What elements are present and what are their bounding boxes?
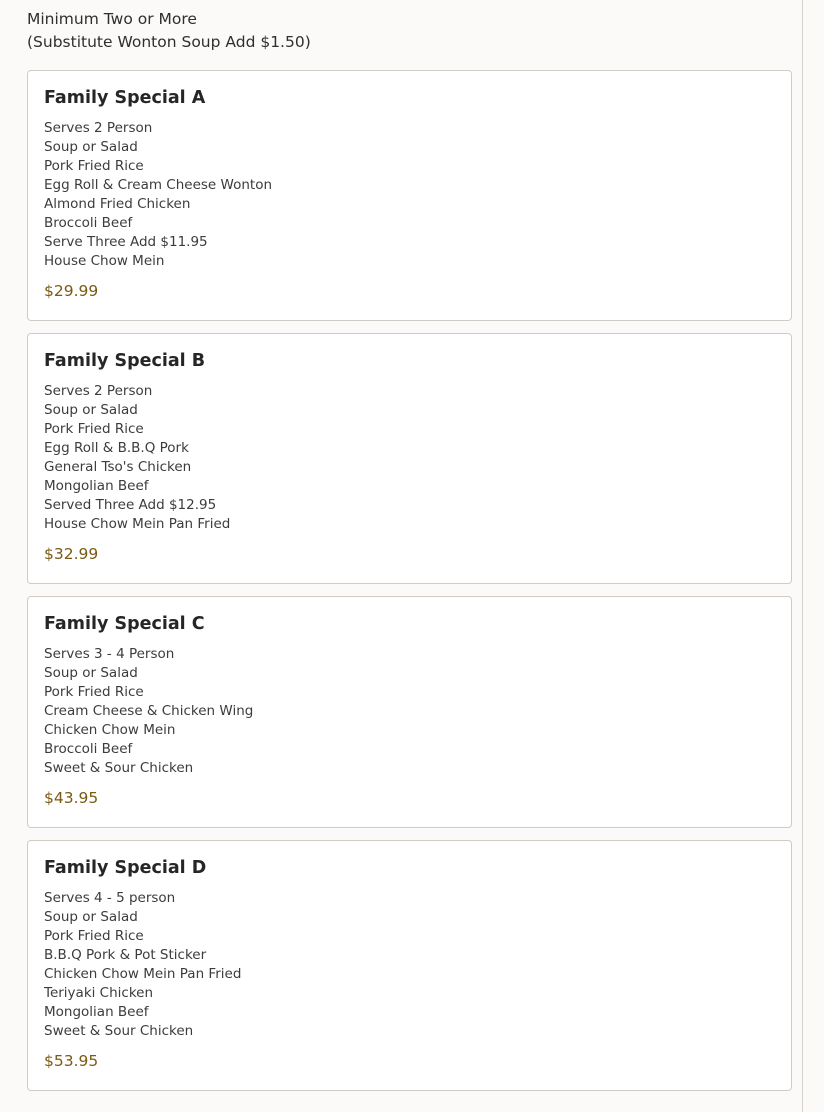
menu-card-item: Pork Fried Rice	[44, 158, 144, 174]
menu-card-family-special-a[interactable]	[27, 70, 792, 321]
menu-card-item: Sweet & Sour Chicken	[44, 1023, 194, 1039]
menu-card-item: Soup or Salad	[44, 139, 138, 155]
menu-card-title: Family Special A	[44, 88, 206, 108]
intro-substitute-note: (Substitute Wonton Soup Add $1.50)	[27, 33, 311, 51]
menu-card-item: Sweet & Sour Chicken	[44, 760, 194, 776]
menu-card-item: Pork Fried Rice	[44, 421, 144, 437]
section-intro	[27, 8, 311, 54]
menu-card-item: Serves 3 - 4 Person	[44, 646, 175, 662]
menu-card-items	[44, 889, 775, 1041]
menu-card-family-special-d[interactable]	[27, 840, 792, 1091]
menu-card-item: Chicken Chow Mein	[44, 722, 176, 738]
menu-card-price: $29.99	[44, 282, 99, 300]
menu-card-item: Serve Three Add $11.95	[44, 234, 208, 250]
menu-card-family-special-c[interactable]	[27, 596, 792, 828]
menu-card-item: Soup or Salad	[44, 402, 138, 418]
menu-card-items	[44, 382, 775, 534]
menu-card-title: Family Special D	[44, 858, 207, 878]
menu-card-item: Soup or Salad	[44, 665, 138, 681]
menu-card-item: Broccoli Beef	[44, 741, 133, 757]
menu-card-item: Egg Roll & B.B.Q Pork	[44, 440, 189, 456]
intro-minimum-note: Minimum Two or More	[27, 10, 197, 28]
menu-card-family-special-b[interactable]	[27, 333, 792, 584]
menu-card-item: Soup or Salad	[44, 909, 138, 925]
menu-card-item: House Chow Mein Pan Fried	[44, 516, 231, 532]
menu-card-item: Mongolian Beef	[44, 478, 149, 494]
menu-card-items	[44, 119, 775, 271]
menu-card-item: Serves 2 Person	[44, 383, 153, 399]
menu-card-item: Serves 4 - 5 person	[44, 890, 176, 906]
menu-card-items	[44, 645, 775, 778]
menu-card-item: Pork Fried Rice	[44, 684, 144, 700]
menu-card-title: Family Special C	[44, 614, 205, 634]
menu-card-item: Cream Cheese & Chicken Wing	[44, 703, 254, 719]
menu-card-item: Almond Fried Chicken	[44, 196, 191, 212]
menu-card-item: Egg Roll & Cream Cheese Wonton	[44, 177, 273, 193]
menu-card-item: House Chow Mein	[44, 253, 165, 269]
menu-card-title: Family Special B	[44, 351, 206, 371]
menu-card-item: Chicken Chow Mein Pan Fried	[44, 966, 242, 982]
menu-card-item: B.B.Q Pork & Pot Sticker	[44, 947, 207, 963]
menu-card-item: Served Three Add $12.95	[44, 497, 217, 513]
menu-card-item: Broccoli Beef	[44, 215, 133, 231]
menu-card-price: $53.95	[44, 1052, 99, 1070]
menu-card-price: $43.95	[44, 789, 99, 807]
menu-card-item: Mongolian Beef	[44, 1004, 149, 1020]
menu-card-price: $32.99	[44, 545, 99, 563]
menu-card-item: General Tso's Chicken	[44, 459, 192, 475]
menu-card-item: Teriyaki Chicken	[44, 985, 154, 1001]
menu-card-item: Pork Fried Rice	[44, 928, 144, 944]
menu-card-item: Serves 2 Person	[44, 120, 153, 136]
